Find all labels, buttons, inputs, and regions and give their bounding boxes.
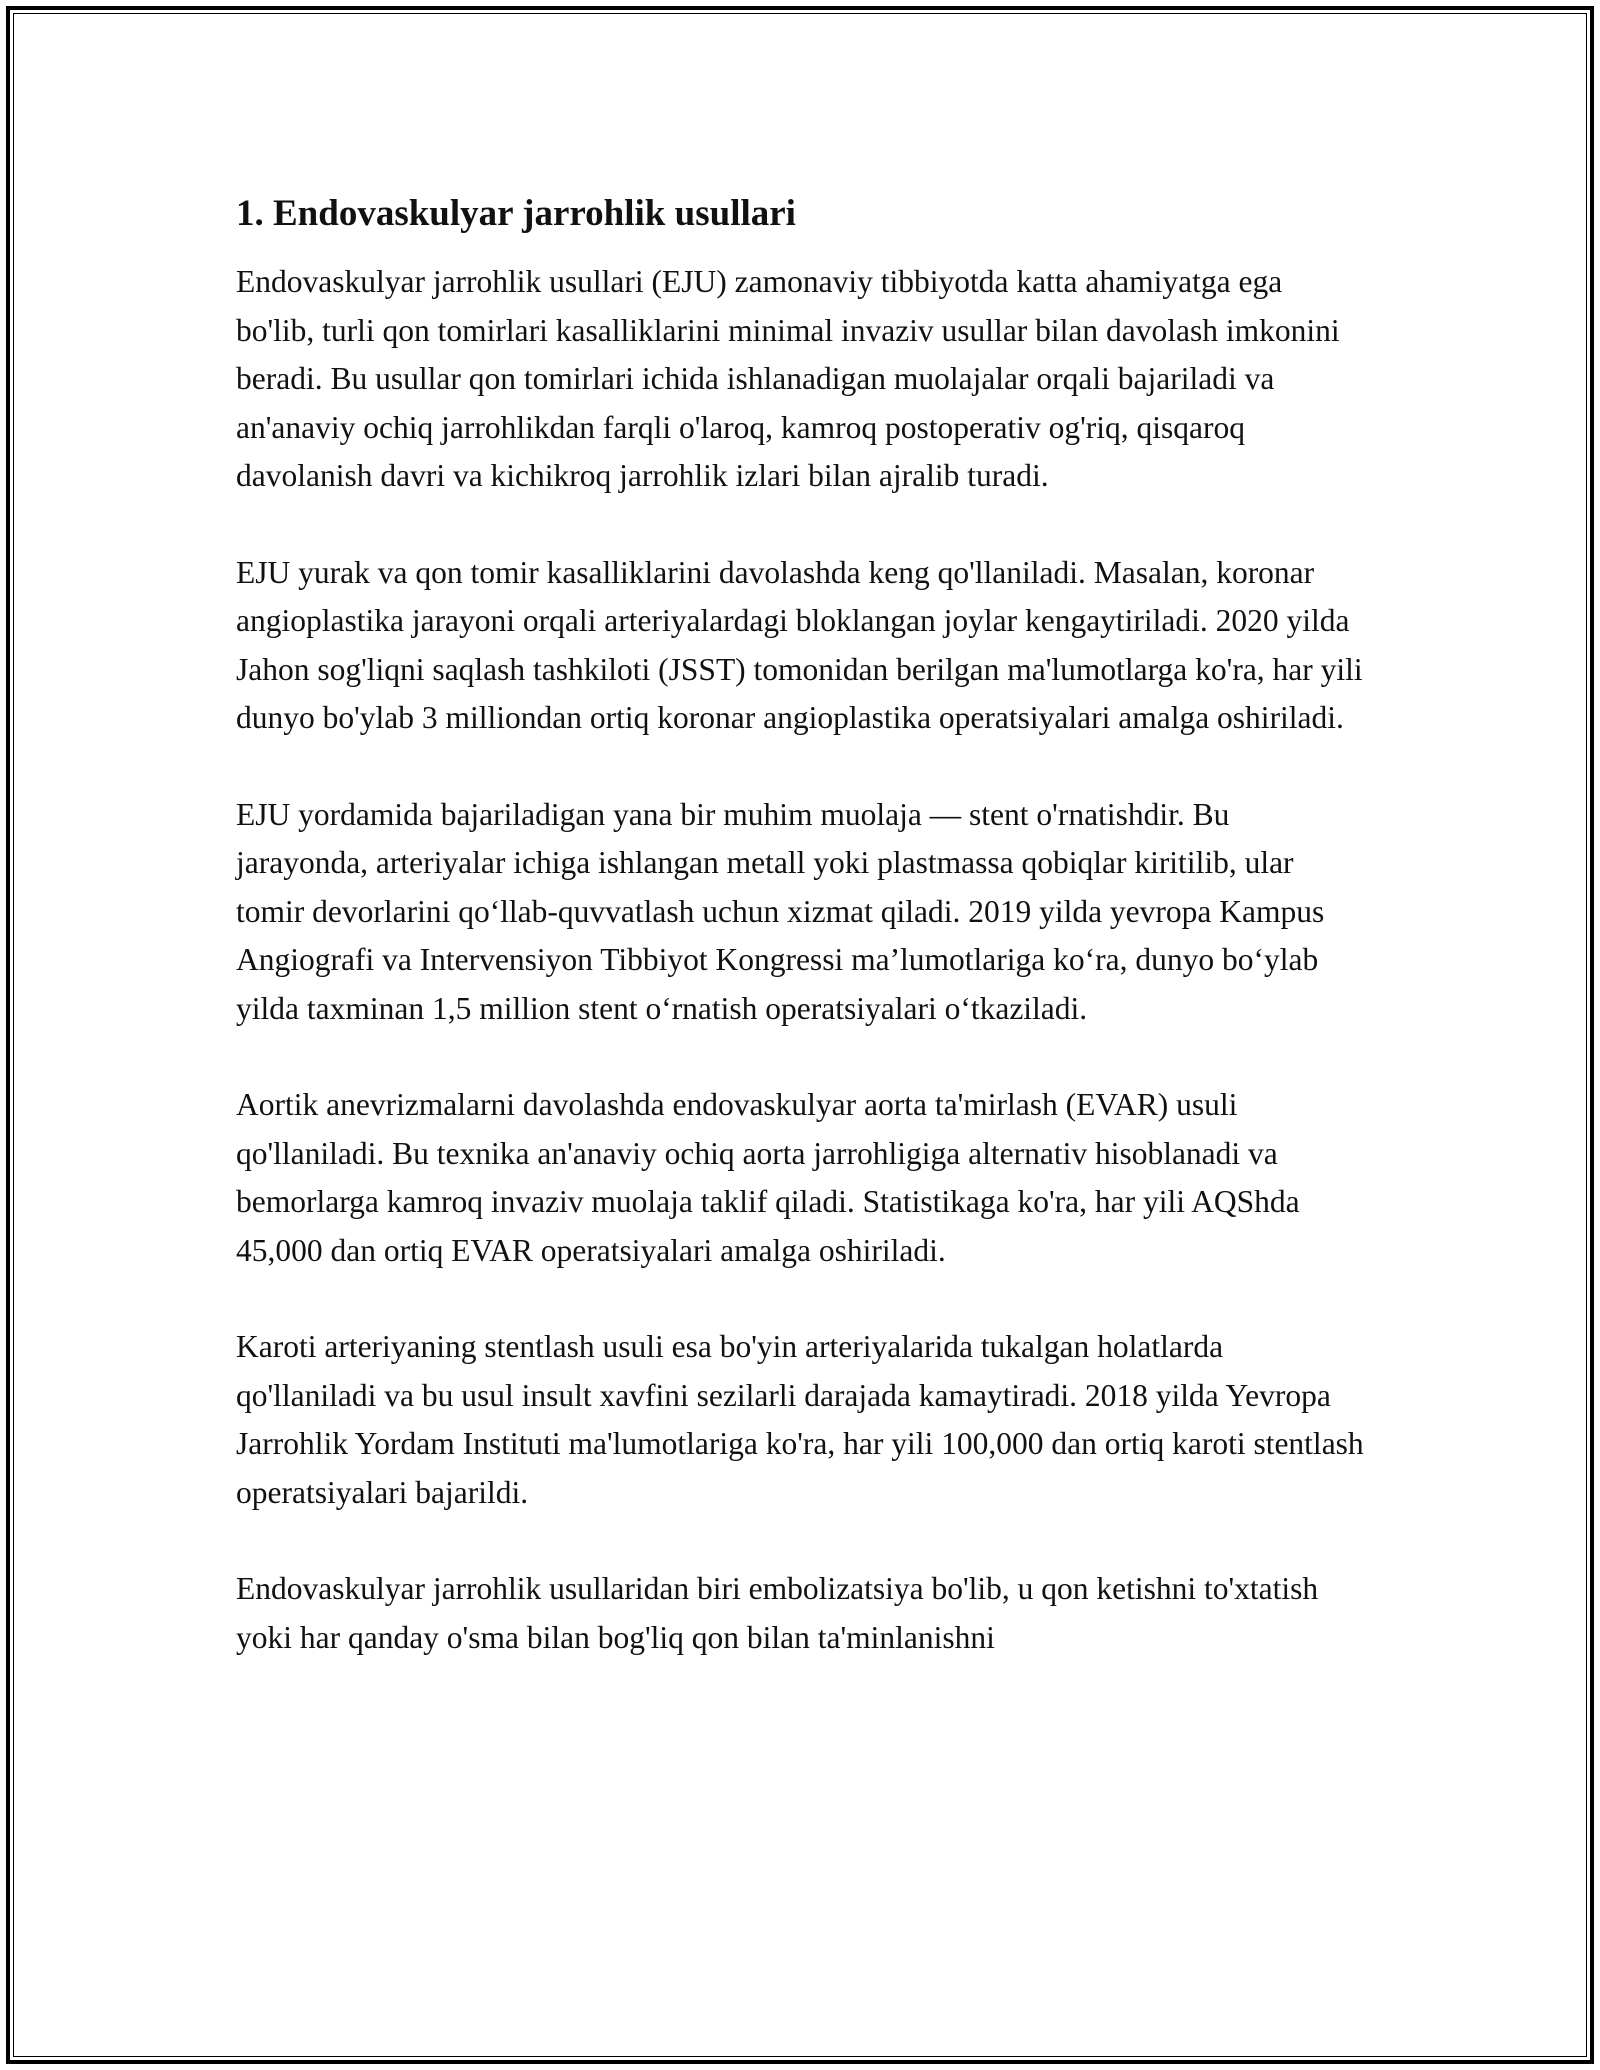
paragraph-intro: Endovaskulyar jarrohlik usullari (EJU) zamonaviy tibbiyotda katta ahamiyatga ega bo'lib, turli qon tomirlari kasalliklarini minimal invaziv usullar bilan davolash imkonini beradi. Bu usullar qon tomirlari ichida ishlanadigan muolajalar orqali bajariladi va an'anaviy ochiq jarrohlikdan farqli o'laroq, kamroq postoperativ og'riq, qisqaroq davolanish davri va kichikroq jarrohlik izlari bilan ajralib turadi.: [236, 264, 1340, 493]
section-heading: 1. Endovaskulyar jarrohlik usullari: [236, 193, 796, 234]
paragraph-angioplasty: EJU yurak va qon tomir kasalliklarini davolashda keng qo'llaniladi. Masalan, koronar angioplastika jarayoni orqali arteriyalardagi bloklangan joylar kengaytiriladi. 2020 yilda Jahon sog'liqni saqlash tashkiloti (JSST) tomonidan berilgan ma'lumotlarga ko'ra, har yili dunyo bo'ylab 3 milliondan ortiq koronar angioplastika operatsiyalari amalga oshiriladi.: [236, 554, 1363, 735]
paragraph-evar: Aortik anevrizmalarni davolashda endovaskulyar aorta ta'mirlash (EVAR) usuli qo'llaniladi. Bu texnika an'anaviy ochiq aorta jarrohligiga alternativ hisoblanadi va bemorlarga kamroq invaziv muolaja taklif qiladi. Statistikaga ko'ra, har yili AQShda 45,000 dan ortiq EVAR operatsiyalari amalga oshiriladi.: [236, 1087, 1300, 1268]
paragraph-carotid: Karoti arteriyaning stentlash usuli esa bo'yin arteriyalarida tukalgan holatlarda qo'llaniladi va bu usul insult xavfini sezilarli darajada kamaytiradi. 2018 yilda Yevropa Jarrohlik Yordam Instituti ma'lumotlariga ko'ra, har yili 100,000 dan ortiq karoti stentlash operatsiyalari bajarildi.: [236, 1329, 1364, 1510]
paragraph-embolization: Endovaskulyar jarrohlik usullaridan biri embolizatsiya bo'lib, u qon ketishni to'xtatish yoki har qanday o'sma bilan bog'liq qon bilan ta'minlanishni: [236, 1571, 1319, 1655]
document-body: [236, 190, 1366, 1710]
paragraph-stent: EJU yordamida bajariladigan yana bir muhim muolaja — stent o'rnatishdir. Bu jarayonda, arteriyalar ichiga ishlangan metall yoki plastmassa qobiqlar kiritilib, ular tomir devorlarini qo‘llab-quvvatlash uchun xizmat qiladi. 2019 yilda yevropa Kampus Angiografi va Intervensiyon Tibbiyot Kongressi ma’lumotlariga ko‘ra, dunyo bo‘ylab yilda taxminan 1,5 million stent o‘rnatish operatsiyalari o‘tkaziladi.: [236, 796, 1325, 1026]
